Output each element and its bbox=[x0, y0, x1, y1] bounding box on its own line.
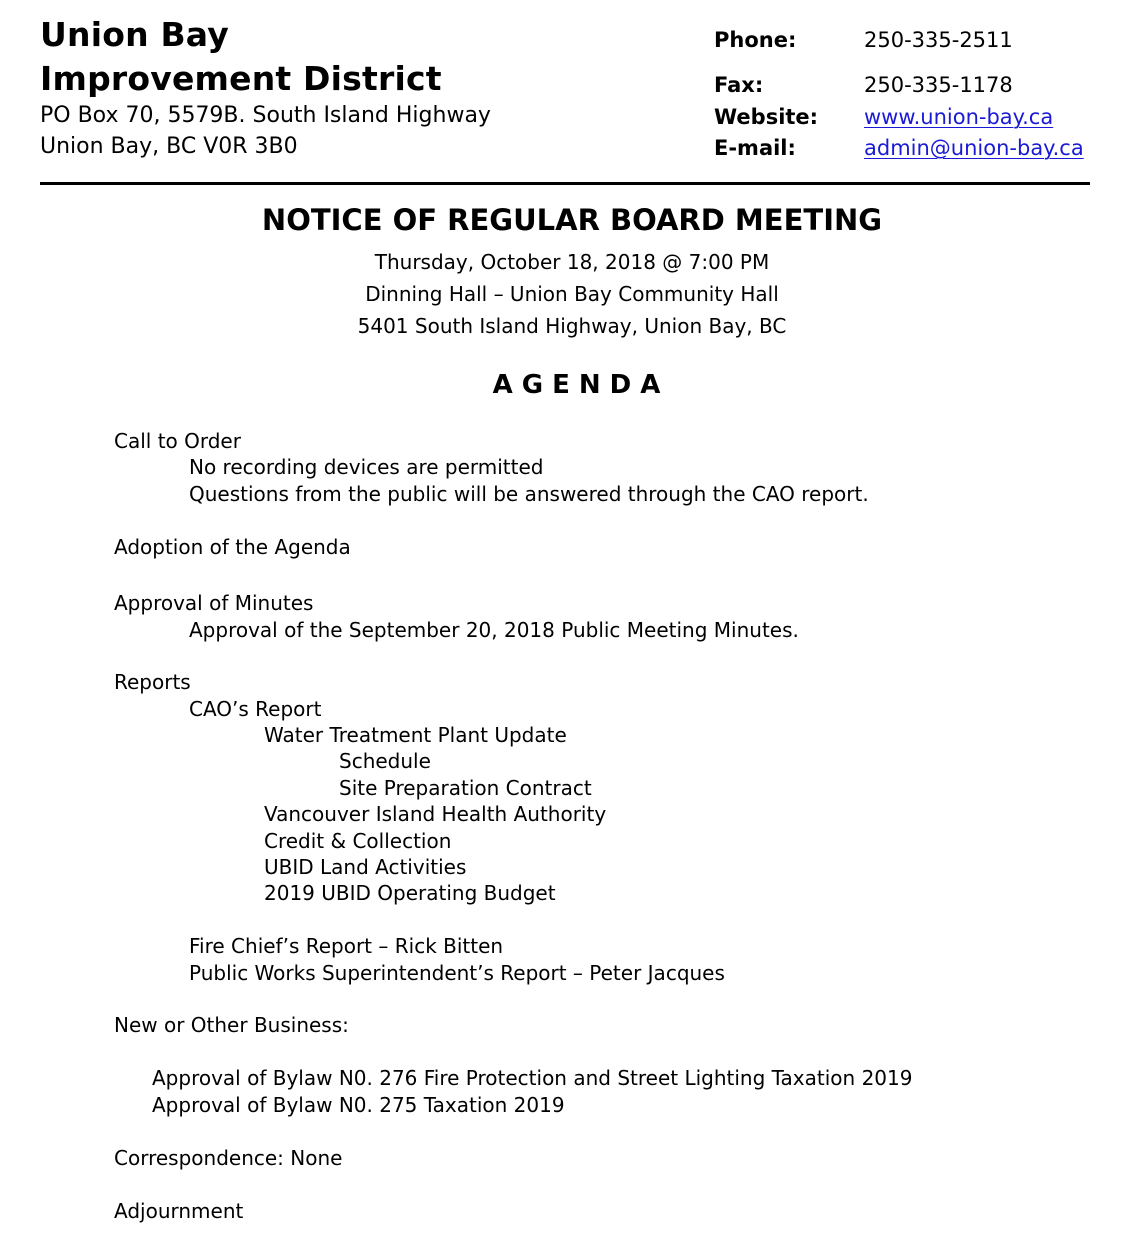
notice-title: NOTICE OF REGULAR BOARD MEETING bbox=[261, 203, 883, 237]
email-link[interactable]: admin@union-bay.ca bbox=[864, 136, 1084, 160]
fax-value: 250-335-1178 bbox=[864, 73, 1013, 97]
item-text: CAO’s Report bbox=[189, 697, 322, 721]
item-text: Approval of Bylaw N0. 276 Fire Protection and Street Lighting Taxation 2019 bbox=[152, 1066, 913, 1090]
email-label: E-mail: bbox=[714, 136, 796, 160]
org-address-line2: Union Bay, BC V0R 3B0 bbox=[40, 134, 298, 159]
item-text: Site Preparation Contract bbox=[339, 776, 592, 800]
item-text: Public Works Superintendent’s Report – Peter Jacques bbox=[189, 961, 725, 985]
phone-label: Phone: bbox=[714, 28, 797, 52]
item-text: Credit & Collection bbox=[264, 829, 452, 853]
item-text: 2019 UBID Operating Budget bbox=[264, 881, 556, 905]
website-label: Website: bbox=[714, 105, 819, 129]
item-text: Approval of the September 20, 2018 Public Meeting Minutes. bbox=[189, 618, 799, 642]
meeting-venue: Dinning Hall – Union Bay Community Hall bbox=[365, 282, 779, 306]
item-text: Water Treatment Plant Update bbox=[264, 723, 567, 747]
item-text: Call to Order bbox=[114, 429, 241, 453]
item-text: Adjournment bbox=[114, 1199, 244, 1223]
item-text: UBID Land Activities bbox=[264, 855, 467, 879]
meeting-address: 5401 South Island Highway, Union Bay, BC bbox=[357, 314, 787, 338]
org-name-line1: Union Bay bbox=[40, 15, 229, 54]
phone-value: 250-335-2511 bbox=[864, 28, 1013, 52]
fax-label: Fax: bbox=[714, 73, 764, 97]
item-text: Schedule bbox=[339, 749, 431, 773]
item-text: Questions from the public will be answered through the CAO report. bbox=[189, 482, 869, 506]
agenda-title: AGENDA bbox=[492, 370, 670, 400]
item-text: Adoption of the Agenda bbox=[114, 535, 351, 559]
item-text: New or Other Business: bbox=[114, 1013, 349, 1037]
item-text: Approval of Bylaw N0. 275 Taxation 2019 bbox=[152, 1093, 565, 1117]
item-text: Correspondence: None bbox=[114, 1146, 343, 1170]
meeting-date-time: Thursday, October 18, 2018 @ 7:00 PM bbox=[374, 250, 770, 274]
item-text: Reports bbox=[114, 670, 191, 694]
website-link[interactable]: www.union-bay.ca bbox=[864, 105, 1054, 129]
item-text: Approval of Minutes bbox=[114, 591, 314, 615]
org-address-line1: PO Box 70, 5579B. South Island Highway bbox=[40, 103, 491, 128]
item-text: Fire Chief’s Report – Rick Bitten bbox=[189, 934, 504, 958]
item-text: Vancouver Island Health Authority bbox=[264, 802, 607, 826]
header-divider bbox=[40, 182, 1090, 185]
org-name-line2: Improvement District bbox=[40, 59, 442, 98]
item-text: No recording devices are permitted bbox=[189, 455, 544, 479]
